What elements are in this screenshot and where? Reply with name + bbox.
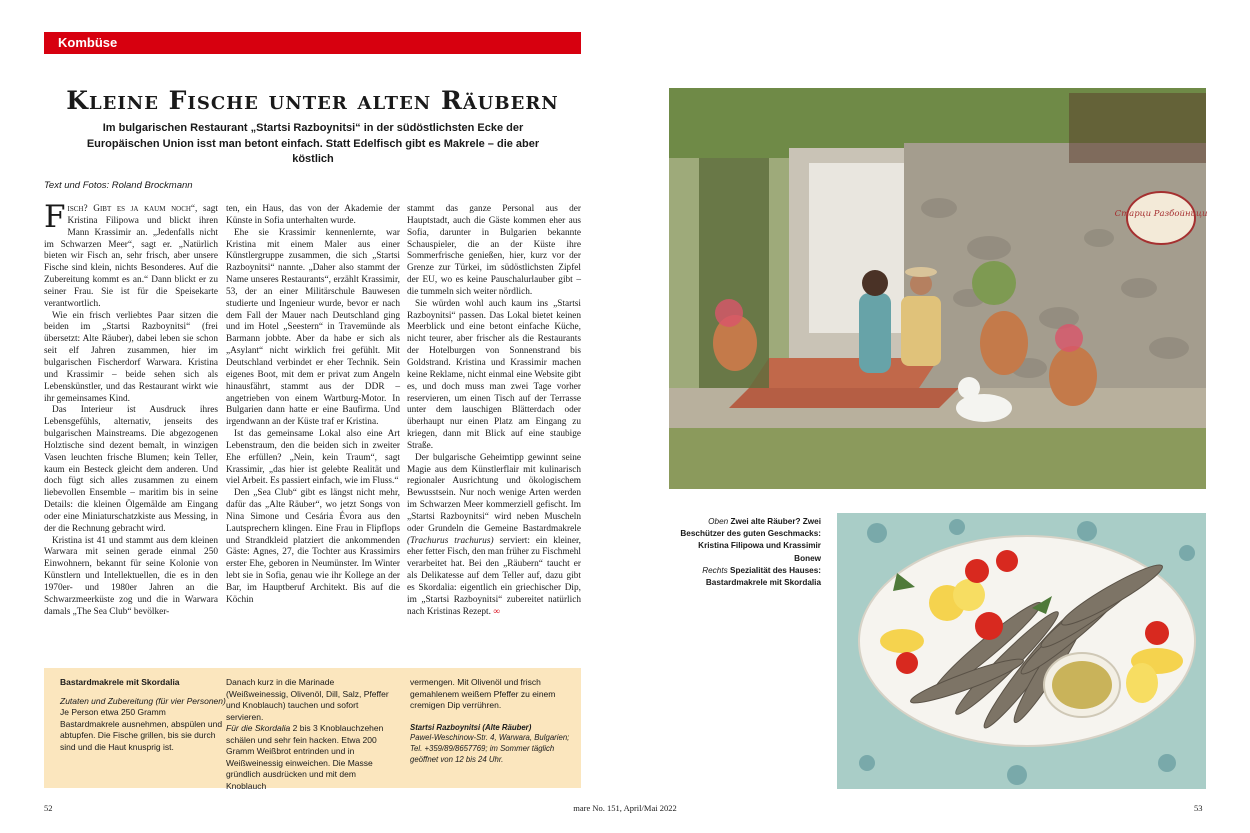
recipe-step: vermengen. Mit Olivenöl und frisch gemahlenem weißem Pfeffer zu einem cremigen Dip verrühren. — [410, 677, 556, 710]
text-column-1 — [44, 199, 218, 664]
recipe-column-2 — [226, 677, 392, 791]
restaurant-entrance-photo — [669, 88, 1206, 489]
recipe-step: Für die Skordalia 2 bis 3 Knoblauchzehen schälen und sehr fein hacken. Etwa 200 Gramm Weißbrot entrinden und in Weißweinessig einweichen. Die Masse gründlich ausdrücken und mit dem Knoblauch — [226, 723, 384, 791]
end-mark-icon: ∞ — [493, 606, 500, 617]
recipe-step: Je Person etwa 250 Gramm Bastardmakrele ausnehmen, abspülen und abtupfen. Die Fische grillen, bis sie durch sind und die Haut knusprig ist. — [60, 707, 223, 752]
text-column-3 — [407, 204, 581, 664]
photo-caption: Oben Zwei alte Räuber? Zwei Beschützer des guten Geschmacks: Kristina Filipowa und Krassimir Bonew Rechts Spezialität des Hauses: Bastardmakrele mit Skordalia — [680, 517, 821, 588]
paragraph: Wie ein frisch verliebtes Paar sitzen die beiden im „Startsi Razboynitsi“ (frei übersetzt: Alte Räuber), dabei leben sie schon seit elf Jahren zusammen, hier im bulgarischen Fischerdorf Warwara. Kristina und Krassimir – beide sehen sich als Lebenskünstler, und das Restaurant wirkt wie ihr gemeinsames Kind. — [44, 310, 218, 404]
paragraph: Fisch? Gibt es ja kaum noch“, sagt Kristina Filipowa und blickt ihren Mann Krassimir an. „Jedenfalls nicht im Schwarzen Meer“, sagt er. „Natürlich bieten wir Fisch an, sehr frisch, aber unsere Fische sind klein, nichts Besonderes. Auf die Zubereitung kommt es an.“ Dann blickt er zu seiner Frau. Sie ist für die Speisekarte verantwortlich. — [44, 199, 218, 309]
paragraph: Der bulgarische Geheimtipp gewinnt seine Magie aus dem Künstlerflair mit kulinarisch regionaler Ausrichtung und ökologischem Bewusstsein. Nur noch wenige Arten werden im Schwarzen Meer kommerziell gefischt. Im „Startsi Razboynitsi“ wird neben Muscheln oder Grundeln die Gemeine Bastardmakrele (Trachurus trachurus) serviert: ein kleiner, eher fetter Fisch, den man früher zu Fischmehl verarbeitet hat. Bei den „Räubern“ taucht er als Delikatesse auf dem Teller auf, dazu gibt es Skordalia: eigentlich ein griechischer Dip, im „Startsi Razboynitsi“ zubereitet natürlich nach Kristinas Rezept. ∞ — [407, 452, 581, 617]
paragraph: stammt das ganze Personal aus der Hauptstadt, auch die Gäste kommen eher aus Sofia, darunter in Bulgarien bekannte Schauspieler, die an der Küste ihre Sommerfrische genießen, hier, kurz vor der Grenze zur Türkei, im südöstlichsten Zipfel der EU, wo es keine Pauschalurlauber gibt – die tummeln sich weiter nördlich. — [407, 204, 581, 297]
paragraph: Ehe sie Krassimir kennenlernte, war Kristina mit einem Maler aus einer Künstlergruppe zusammen, die sich „Startsi Razboynitsi“ nannte. „Daher also stammt der Name unseres Restaurants“, erzählt Krassimir, 53, der an einer Militärschule Bauwesen studierte und Ingenieur wurde, bevor er nach dem Fall der Mauer nach Deutschland ging und im Hotel „Seestern“ in Travemünde als Barmann jobbte. Aber da habe er sich als „Asylant“ nicht wirklich frei gefühlt. Mit Deutschland verbindet er eher Technik. Sein eigenes Boot, mit dem er privat zum Angeln hinausfährt, stammt aus der DDR – angetrieben von einem Wartburg-Motor. In Bulgarien dann hatte er eine Baufirma. Und irgendwann an der Küste traf er Kristina. — [226, 227, 400, 428]
restaurant-name: Startsi Razboynitsi (Alte Räuber) — [410, 722, 532, 732]
section-label: Kombüse — [44, 32, 581, 54]
recipe-title: Bastardmakrele mit Skordalia — [60, 677, 180, 687]
recipe-column-1 — [60, 677, 226, 785]
page-number-left: 52 — [44, 803, 53, 813]
paragraph: ten, ein Haus, das von der Akademie der Künste in Sofia unterhalten wurde. — [226, 204, 400, 226]
recipe-box — [44, 668, 581, 791]
paragraph: Ist das gemeinsame Lokal also eine Art Lebenstraum, den die beiden sich in zweiter Ehe erfüllen? „Nein, kein Traum“, sagt Krassimir, „das hier ist gelebte Realität und viel Arbeit. Es passiert einfach, wie im Fluss.“ — [226, 429, 400, 487]
article-deck: Im bulgarischen Restaurant „Startsi Razboynitsi“ in der südöstlichsten Ecke der Europäischen Union isst man betont einfach. Statt Edelfisch gibt es Makrele – die aber köstlich — [86, 122, 540, 165]
lead-in: isch? Gibt es ja kaum noch“, — [67, 204, 198, 214]
paragraph: Kristina ist 41 und stammt aus dem kleinen Warwara mit seinen gerade einmal 250 Einwohnern, bekannt für seine Kolonie von Künstlern und Intellektuellen, die es in den 1970er- und 1980er Jahren an die Schwarzmeerküste zog und die in Warwara damals „The Sea Club“ bevölker- — [44, 535, 218, 617]
text-column-2 — [226, 204, 400, 664]
recipe-step: Danach kurz in die Marinade (Weißweinessig, Olivenöl, Dill, Salz, Pfeffer und Knoblauch) tauchen und sofort servieren. — [226, 677, 389, 722]
paragraph: Den „Sea Club“ gibt es längst nicht mehr, dafür das „Alte Räuber“, wo jetzt Songs von Nina Simone und Cesária Évora aus den Lautsprechern klingen. Eine Frau in Flipflops und Strandkleid platziert die ankommenden Gäste: Agnes, 27, die Tochter aus Krassimirs erster Ehe, geboren in Neumünster. Im Winter lebt sie in Sofia, genau wie ihr Kollege an der Bar, im Hauptberuf Architekt. Bis auf die Köchin — [226, 488, 400, 605]
fish-platter-photo — [837, 513, 1206, 789]
latin-name: (Trachurus trachurus) — [407, 535, 494, 546]
recipe-ingredients-label: Zutaten und Zubereitung (für vier Personen) — [60, 695, 226, 706]
byline: Text und Fotos: Roland Brockmann — [44, 180, 193, 191]
paragraph: Sie würden wohl auch kaum ins „Startsi Razboynitsi“ passen. Das Lokal bietet keinen Meerblick und eine betont einfache Küche, nicht teurer, aber frischer als die Restaurants der Hotelburgen von Sonnenstrand bis Goldstrand. Kristina und Krassimir machen keine Reklame, nicht einmal eine Website gibt es, und doch muss man zwei Tage vorher reservieren, um einen Tisch auf der Terrasse unter dem lauschigen Blätterdach oder überhaupt nur einen Platz am Eingang zu kriegen, dann mit Blick auf eine staubige Straße. — [407, 298, 581, 451]
recipe-column-3 — [410, 677, 576, 785]
article-headline: Kleine Fische unter alten Räubern — [66, 86, 559, 115]
page-number-right: 53 — [1194, 803, 1203, 813]
issue-info: mare No. 151, April/Mai 2022 — [573, 803, 677, 813]
drop-cap: F — [44, 199, 66, 235]
restaurant-address: Startsi Razboynitsi (Alte Räuber) Pawel-Weschinow-Str. 4, Warwara, Bulgarien; Tel. +359/89/8657769; im Sommer täglich geöffnet von 12 bis 24 Uhr. — [410, 722, 570, 764]
restaurant-sign: Старци Разбойници — [1114, 209, 1208, 219]
paragraph: Das Interieur ist Ausdruck ihres Lebensgefühls, alternativ, jenseits des bulgarischen Mainstreams. Die abgezogenen Holztische sind dezent bemalt, in winzigen Vasen leuchten frische Blumen; kein Teller, kaum ein Besteck gleicht dem anderen. Und doch fügt sich alles zusammen zu einem liebevollen Ensemble – maritim bis in seine Details: die kleinen Ölgemälde am Eingang oder eine Miniaturschatzkiste aus Messing, in der die Rechnung gebracht wird. — [44, 405, 218, 534]
